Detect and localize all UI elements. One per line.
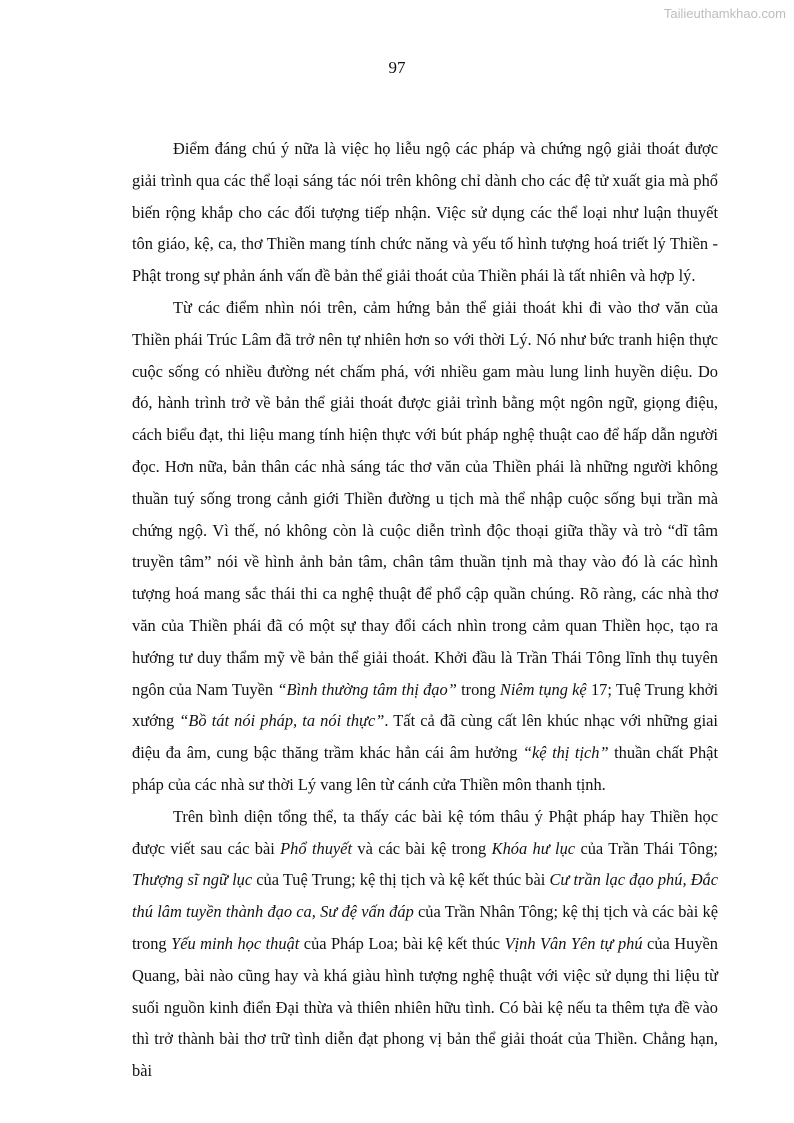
- paragraph: [132, 801, 718, 1087]
- text-run: Từ các điểm nhìn nói trên, cảm hứng bản thể giải thoát khi đi vào thơ văn của Thiền phái Trúc Lâm đã trở nên tự nhiên hơn so với thời Lý. Nó như bức tranh hiện thực cuộc sống có nhiều đường nét chấm phá, với nhiều gam màu lung linh huyền diệu. Do đó, hành trình trở về bản thể giải thoát được giải trình bằng một ngôn ngữ, giọng điệu, cách biểu đạt, thi liệu mang tính hiện thực với bút pháp nghệ thuật cao để hấp dẫn người đọc. Hơn nữa, bản thân các nhà sáng tác thơ văn của Thiền phái là những người không thuần tuý sống trong cảnh giới Thiền đường u tịch mà thể nhập cuộc sống bụi trần mà chứng ngộ. Vì thế, nó không còn là cuộc diễn trình độc thoại giữa thầy và trò “dĩ tâm truyền tâm” nói về hình ảnh bản tâm, chân tâm thuần tịnh mà thay vào đó là các hình tượng hoá mang sắc thái thi ca nghệ thuật để phổ cập quần chúng. Rõ ràng, các nhà thơ văn của Thiền phái đã có một sự thay đổi cách nhìn trong cảm quan Thiền học, tạo ra hướng tư duy thẩm mỹ về bản thể giải thoát. Khởi đầu là Trần Thái Tông lĩnh thụ tuyên ngôn của Nam Tuyền: [132, 297, 718, 699]
- text-run: của Trần Thái Tông;: [575, 838, 718, 858]
- italic-text-run: Cư trần lạc đạo phú, Đắc thú lâm tuyền thành đạo ca, Sư đệ vấn đáp: [132, 870, 718, 922]
- italic-text-run: “kệ thị tịch”: [522, 743, 609, 763]
- text-run: 17; Tuệ Trung khởi xướng: [132, 679, 719, 731]
- text-run: của Trần Nhân Tông; kệ thị tịch và các bài kệ trong: [132, 902, 718, 953]
- text-run: Trên bình diện tổng thể, ta thấy các bài kệ tóm thâu ý Phật pháp hay Thiền học được viết sau các bài: [132, 806, 718, 858]
- text-run: trong: [456, 679, 500, 699]
- italic-text-run: Khóa hư lục: [491, 838, 576, 858]
- italic-text-run: “Bồ tát nói pháp, ta nói thực”: [179, 711, 385, 731]
- text-run: của Tuệ Trung; kệ thị tịch và kệ kết thúc bài: [252, 870, 550, 890]
- italic-text-run: Thượng sĩ ngữ lục: [132, 870, 253, 890]
- italic-text-run: Yếu minh học thuật: [171, 933, 300, 953]
- text-run: thuần chất Phật pháp của các nhà sư thời Lý vang lên từ cánh cửa Thiền môn thanh tịnh.: [132, 743, 719, 794]
- body-text: [132, 133, 718, 1087]
- italic-text-run: Phổ thuyết: [280, 838, 352, 858]
- text-run: của Huyền Quang, bài nào cũng hay và khá giàu hình tượng nghệ thuật với việc sử dụng thi liệu từ suối nguồn kinh điển Đại thừa và thiên nhiên hữu tình. Có bài kệ nếu ta thêm tựa đề vào thì trở thành bài thơ trữ tình diễn đạt phong vị bản thể giải thoát của Thiền. Chẳng hạn, bài: [132, 933, 718, 1081]
- page-number: 97: [388, 58, 406, 77]
- text-run: và các bài kệ trong: [352, 838, 492, 858]
- paragraph: [132, 133, 718, 292]
- italic-text-run: Vịnh Vân Yên tự phú: [504, 933, 643, 953]
- italic-text-run: Niêm tụng kệ: [499, 679, 587, 699]
- paragraph: [132, 292, 718, 801]
- text-run: . Tất cả đã cùng cất lên khúc nhạc với những giai điệu đa âm, cung bậc thăng trầm khác hẳn cái âm hưởng: [132, 711, 718, 763]
- italic-text-run: “Bình thường tâm thị đạo”: [277, 679, 457, 699]
- text-run: Điểm đáng chú ý nữa là việc họ liễu ngộ các pháp và chứng ngộ giải thoát được giải trình qua các thể loại sáng tác nói trên không chỉ dành cho các đệ tử xuất gia mà phổ biến rộng khắp cho các đối tượng tiếp nhận. Việc sử dụng các thể loại như luận thuyết tôn giáo, kệ, ca, thơ Thiền mang tính chức năng và yếu tố hình tượng hoá triết lý Thiền - Phật trong sự phản ánh vấn đề bản thể giải thoát của Thiền phái là tất nhiên và hợp lý.: [132, 139, 718, 286]
- watermark: Tailieuthamkhao.com: [663, 6, 786, 21]
- text-run: của Pháp Loa; bài kệ kết thúc: [299, 933, 505, 953]
